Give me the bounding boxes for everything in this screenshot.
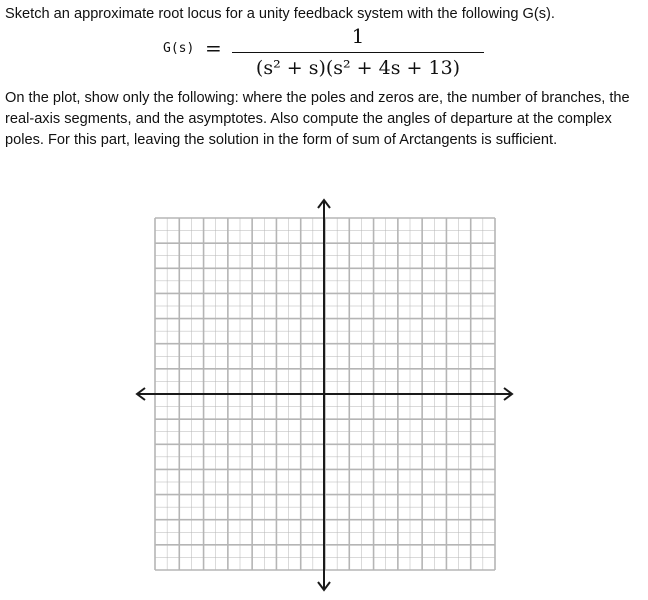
formula-numerator: 1 [351, 24, 365, 48]
question-text: On the plot, show only the following: where the poles and zeros are, the number of branches, the real-axis segments, and the asymptotes. Also compute the angles of departure at the complex poles. For this part, leaving the solution in the form of sum of Arctangents is sufficient. [5, 90, 630, 148]
intro-text: Sketch an approximate root locus for a unity feedback system with the following G(s). [5, 6, 555, 22]
formula-denominator: (s² + s)(s² + 4s + 13) [255, 57, 461, 79]
formula-equals: = [205, 36, 222, 60]
formula-lhs: G(s) [163, 41, 195, 56]
axes [137, 200, 512, 590]
